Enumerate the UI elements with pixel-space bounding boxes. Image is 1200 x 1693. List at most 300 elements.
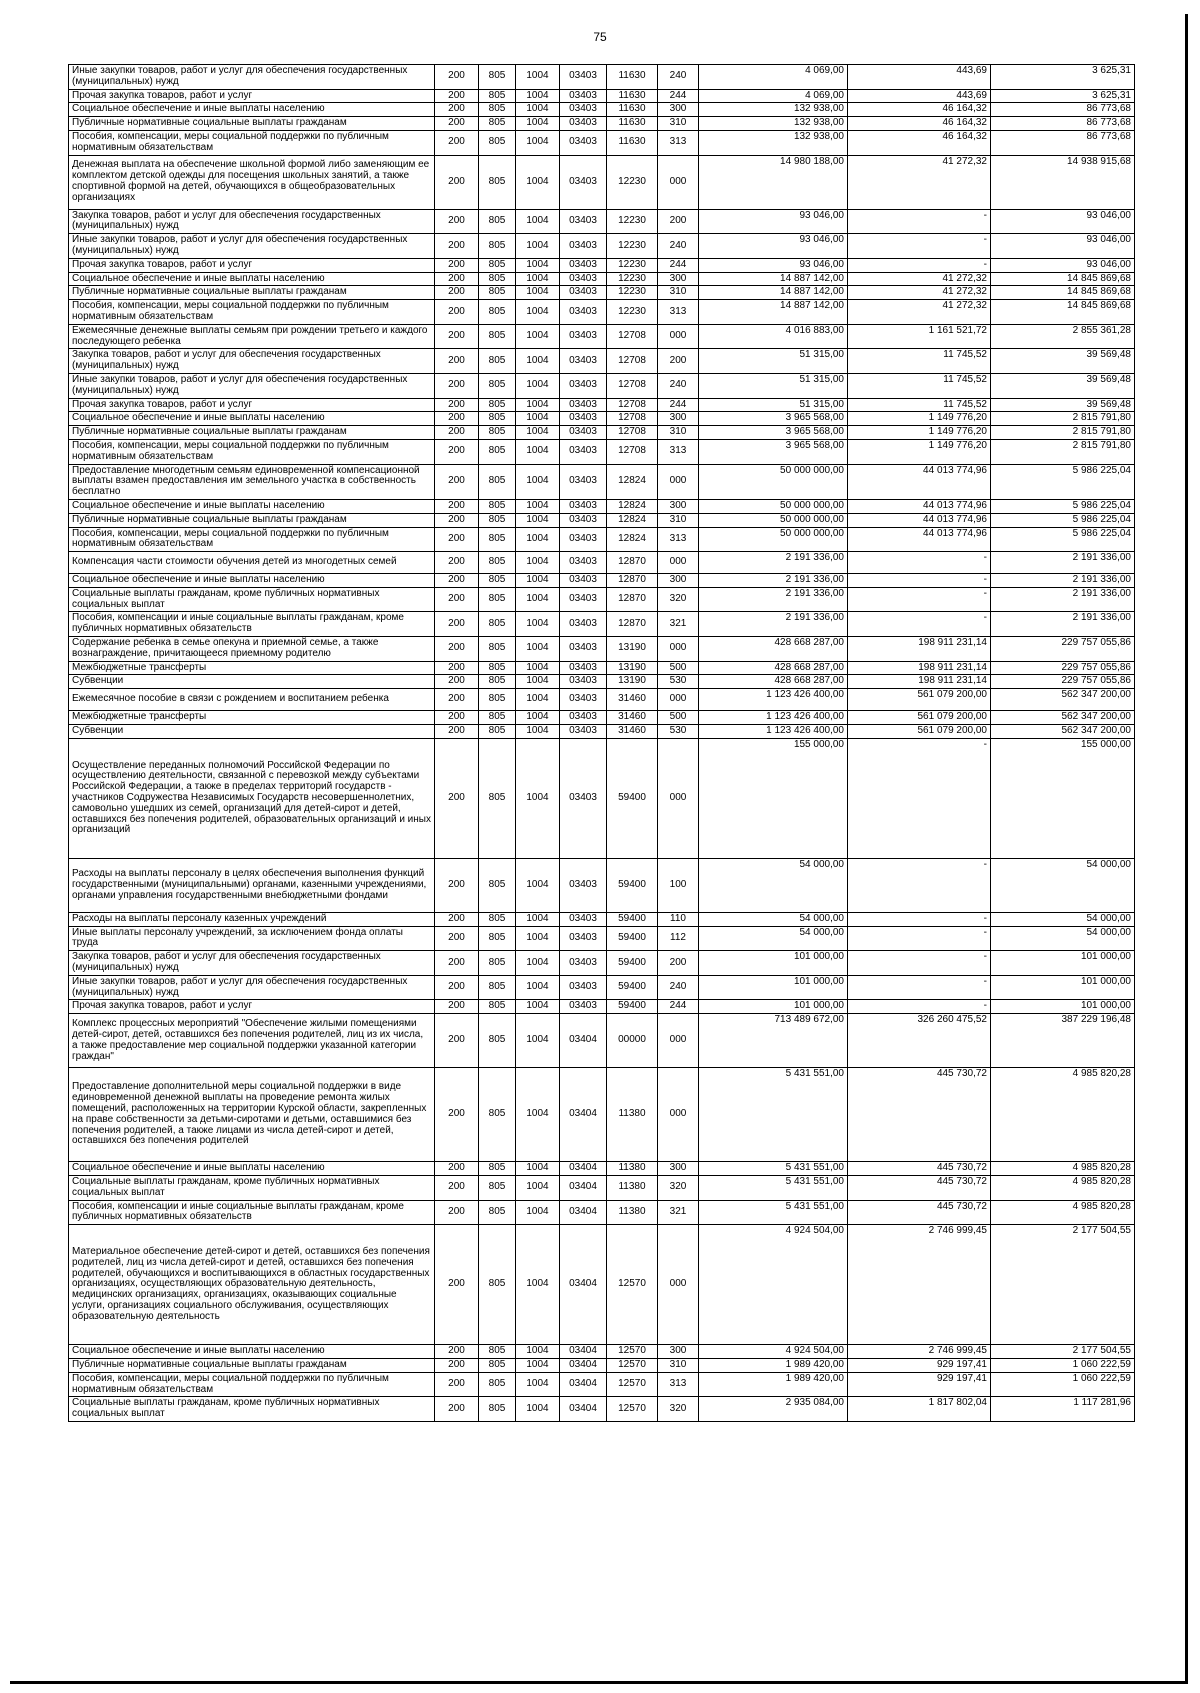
row-main-manager: 200 bbox=[435, 1345, 479, 1359]
row-direction: 11630 bbox=[607, 65, 658, 90]
row-main-manager: 200 bbox=[435, 324, 479, 349]
row-main-manager: 200 bbox=[435, 527, 479, 552]
row-program: 03404 bbox=[560, 1345, 607, 1359]
row-executed-amount: 44 013 774,96 bbox=[848, 513, 991, 527]
row-remaining-amount: 5 986 225,04 bbox=[991, 499, 1135, 513]
row-expense-type: 321 bbox=[658, 1200, 699, 1225]
row-subsection: 1004 bbox=[516, 711, 560, 725]
row-expense-type: 200 bbox=[658, 951, 699, 976]
row-subsection: 1004 bbox=[516, 689, 560, 711]
row-subsection: 1004 bbox=[516, 398, 560, 412]
row-executed-amount: 561 079 200,00 bbox=[848, 689, 991, 711]
row-expense-type: 300 bbox=[658, 574, 699, 588]
row-approved-amount: 4 924 504,00 bbox=[699, 1345, 848, 1359]
row-direction: 12708 bbox=[607, 398, 658, 412]
row-main-manager: 200 bbox=[435, 373, 479, 398]
row-name: Расходы на выплаты персоналу казенных учреждений bbox=[69, 912, 435, 926]
row-program: 03403 bbox=[560, 637, 607, 662]
row-section: 805 bbox=[479, 300, 516, 325]
row-program: 03403 bbox=[560, 975, 607, 1000]
row-main-manager: 200 bbox=[435, 926, 479, 951]
row-name: Иные закупки товаров, работ и услуг для обеспечения государственных (муниципальных) нужд bbox=[69, 65, 435, 90]
row-subsection: 1004 bbox=[516, 209, 560, 234]
row-subsection: 1004 bbox=[516, 1225, 560, 1345]
row-name: Ежемесячные денежные выплаты семьям при рождении третьего и каждого последующего ребенка bbox=[69, 324, 435, 349]
row-remaining-amount: 2 855 361,28 bbox=[991, 324, 1135, 349]
row-direction: 12570 bbox=[607, 1372, 658, 1397]
row-direction: 12230 bbox=[607, 234, 658, 259]
row-direction: 12570 bbox=[607, 1345, 658, 1359]
row-executed-amount: 561 079 200,00 bbox=[848, 711, 991, 725]
row-expense-type: 321 bbox=[658, 612, 699, 637]
row-section: 805 bbox=[479, 1345, 516, 1359]
row-expense-type: 300 bbox=[658, 103, 699, 117]
page-number: 75 bbox=[593, 30, 607, 44]
row-direction: 12824 bbox=[607, 513, 658, 527]
row-remaining-amount: 229 757 055,86 bbox=[991, 661, 1135, 675]
row-name: Комплекс процессных мероприятий "Обеспечение жилыми помещениями детей-сирот, детей, оставшихся без попечения родителей, лиц из их числа, а также предоставление мер социальной поддержки указанной категории граждан" bbox=[69, 1014, 435, 1068]
row-remaining-amount: 101 000,00 bbox=[991, 1000, 1135, 1014]
table-row bbox=[69, 574, 1135, 588]
budget-table bbox=[68, 64, 1135, 1422]
row-direction: 59400 bbox=[607, 975, 658, 1000]
row-subsection: 1004 bbox=[516, 412, 560, 426]
row-name: Иные закупки товаров, работ и услуг для обеспечения государственных (муниципальных) нужд bbox=[69, 234, 435, 259]
row-expense-type: 310 bbox=[658, 426, 699, 440]
row-program: 03403 bbox=[560, 234, 607, 259]
row-executed-amount: 2 746 999,45 bbox=[848, 1225, 991, 1345]
row-name: Прочая закупка товаров, работ и услуг bbox=[69, 258, 435, 272]
row-main-manager: 200 bbox=[435, 412, 479, 426]
row-direction: 11380 bbox=[607, 1068, 658, 1162]
table-row bbox=[69, 439, 1135, 464]
row-subsection: 1004 bbox=[516, 155, 560, 209]
row-name: Социальные выплаты гражданам, кроме публичных нормативных социальных выплат bbox=[69, 1397, 435, 1422]
row-executed-amount: - bbox=[848, 234, 991, 259]
row-remaining-amount: 1 117 281,96 bbox=[991, 1397, 1135, 1422]
row-name: Материальное обеспечение детей-сирот и детей, оставшихся без попечения родителей, лиц из числа детей-сирот и детей, оставшихся без попечения родителей, обучающихся и воспитывающихся в областных государственных организациях, осуществляющих образовательную деятельность, медицинских организациях, организациях, оказывающих социальные услуги, организациях социального обслуживания, осуществляющих образовательную деятельность bbox=[69, 1225, 435, 1345]
row-section: 805 bbox=[479, 1200, 516, 1225]
row-subsection: 1004 bbox=[516, 349, 560, 374]
row-program: 03403 bbox=[560, 324, 607, 349]
row-main-manager: 200 bbox=[435, 661, 479, 675]
row-remaining-amount: 54 000,00 bbox=[991, 926, 1135, 951]
row-direction: 59400 bbox=[607, 738, 658, 858]
row-name: Содержание ребенка в семье опекуна и приемной семье, а также вознаграждение, причитающееся приемному родителю bbox=[69, 637, 435, 662]
row-expense-type: 300 bbox=[658, 272, 699, 286]
row-name: Социальное обеспечение и иные выплаты населению bbox=[69, 1345, 435, 1359]
row-executed-amount: - bbox=[848, 574, 991, 588]
row-program: 03403 bbox=[560, 499, 607, 513]
row-executed-amount: 44 013 774,96 bbox=[848, 499, 991, 513]
row-section: 805 bbox=[479, 689, 516, 711]
row-main-manager: 200 bbox=[435, 117, 479, 131]
row-expense-type: 300 bbox=[658, 412, 699, 426]
table-row bbox=[69, 349, 1135, 374]
row-executed-amount: 445 730,72 bbox=[848, 1068, 991, 1162]
row-section: 805 bbox=[479, 637, 516, 662]
row-remaining-amount: 14 845 869,68 bbox=[991, 286, 1135, 300]
row-remaining-amount: 229 757 055,86 bbox=[991, 675, 1135, 689]
row-executed-amount: 1 161 521,72 bbox=[848, 324, 991, 349]
table-row bbox=[69, 1176, 1135, 1201]
row-program: 03404 bbox=[560, 1014, 607, 1068]
row-section: 805 bbox=[479, 258, 516, 272]
table-row bbox=[69, 527, 1135, 552]
row-program: 03403 bbox=[560, 513, 607, 527]
row-expense-type: 000 bbox=[658, 155, 699, 209]
row-remaining-amount: 2 177 504,55 bbox=[991, 1345, 1135, 1359]
row-name: Пособия, компенсации, меры социальной поддержки по публичным нормативным обязательствам bbox=[69, 439, 435, 464]
row-main-manager: 200 bbox=[435, 272, 479, 286]
row-name: Пособия, компенсации, меры социальной поддержки по публичным нормативным обязательствам bbox=[69, 527, 435, 552]
row-executed-amount: 46 164,32 bbox=[848, 117, 991, 131]
row-expense-type: 310 bbox=[658, 286, 699, 300]
row-executed-amount: 443,69 bbox=[848, 89, 991, 103]
row-executed-amount: 445 730,72 bbox=[848, 1200, 991, 1225]
row-subsection: 1004 bbox=[516, 951, 560, 976]
row-program: 03403 bbox=[560, 258, 607, 272]
row-program: 03403 bbox=[560, 286, 607, 300]
row-subsection: 1004 bbox=[516, 858, 560, 912]
row-expense-type: 530 bbox=[658, 725, 699, 739]
row-expense-type: 310 bbox=[658, 513, 699, 527]
row-expense-type: 313 bbox=[658, 527, 699, 552]
row-direction: 12708 bbox=[607, 324, 658, 349]
row-section: 805 bbox=[479, 738, 516, 858]
row-main-manager: 200 bbox=[435, 587, 479, 612]
table-row bbox=[69, 300, 1135, 325]
row-subsection: 1004 bbox=[516, 272, 560, 286]
row-expense-type: 313 bbox=[658, 300, 699, 325]
row-main-manager: 200 bbox=[435, 725, 479, 739]
row-program: 03403 bbox=[560, 689, 607, 711]
row-subsection: 1004 bbox=[516, 612, 560, 637]
row-remaining-amount: 54 000,00 bbox=[991, 912, 1135, 926]
row-direction: 12870 bbox=[607, 612, 658, 637]
row-approved-amount: 101 000,00 bbox=[699, 975, 848, 1000]
row-main-manager: 200 bbox=[435, 975, 479, 1000]
row-main-manager: 200 bbox=[435, 711, 479, 725]
row-name: Межбюджетные трансферты bbox=[69, 661, 435, 675]
row-approved-amount: 2 935 084,00 bbox=[699, 1397, 848, 1422]
row-program: 03403 bbox=[560, 738, 607, 858]
row-executed-amount: - bbox=[848, 612, 991, 637]
table-row bbox=[69, 1068, 1135, 1162]
table-row bbox=[69, 373, 1135, 398]
row-name: Прочая закупка товаров, работ и услуг bbox=[69, 89, 435, 103]
row-main-manager: 200 bbox=[435, 1359, 479, 1373]
row-main-manager: 200 bbox=[435, 858, 479, 912]
row-remaining-amount: 5 986 225,04 bbox=[991, 464, 1135, 499]
row-expense-type: 244 bbox=[658, 89, 699, 103]
row-subsection: 1004 bbox=[516, 1176, 560, 1201]
row-name: Публичные нормативные социальные выплаты гражданам bbox=[69, 286, 435, 300]
row-expense-type: 000 bbox=[658, 464, 699, 499]
row-approved-amount: 132 938,00 bbox=[699, 103, 848, 117]
row-remaining-amount: 14 938 915,68 bbox=[991, 155, 1135, 209]
row-remaining-amount: 562 347 200,00 bbox=[991, 725, 1135, 739]
row-direction: 12708 bbox=[607, 426, 658, 440]
row-subsection: 1004 bbox=[516, 725, 560, 739]
row-executed-amount: - bbox=[848, 951, 991, 976]
row-program: 03404 bbox=[560, 1397, 607, 1422]
row-section: 805 bbox=[479, 675, 516, 689]
row-executed-amount: 1 149 776,20 bbox=[848, 412, 991, 426]
row-name: Предоставление дополнительной меры социальной поддержки в виде единовременной денежной выплаты на проведение ремонта жилых помещений, расположенных на территории Курской области, закрепленных на праве собственности за детьми-сиротами и детьми, оставшимися без попечения родителей, а также лицами из числа детей-сирот и детей, оставшихся без попечения родителей bbox=[69, 1068, 435, 1162]
row-executed-amount: 929 197,41 bbox=[848, 1372, 991, 1397]
row-executed-amount: 198 911 231,14 bbox=[848, 637, 991, 662]
row-direction: 11380 bbox=[607, 1162, 658, 1176]
row-executed-amount: - bbox=[848, 912, 991, 926]
row-name: Социальное обеспечение и иные выплаты населению bbox=[69, 412, 435, 426]
table-row bbox=[69, 1359, 1135, 1373]
table-row bbox=[69, 324, 1135, 349]
table-row bbox=[69, 725, 1135, 739]
row-approved-amount: 14 887 142,00 bbox=[699, 272, 848, 286]
row-remaining-amount: 229 757 055,86 bbox=[991, 637, 1135, 662]
row-direction: 31460 bbox=[607, 711, 658, 725]
row-subsection: 1004 bbox=[516, 1162, 560, 1176]
row-remaining-amount: 39 569,48 bbox=[991, 398, 1135, 412]
row-expense-type: 000 bbox=[658, 1068, 699, 1162]
row-main-manager: 200 bbox=[435, 912, 479, 926]
table-row bbox=[69, 858, 1135, 912]
row-subsection: 1004 bbox=[516, 258, 560, 272]
row-expense-type: 200 bbox=[658, 349, 699, 374]
row-subsection: 1004 bbox=[516, 439, 560, 464]
row-section: 805 bbox=[479, 1068, 516, 1162]
row-executed-amount: 1 817 802,04 bbox=[848, 1397, 991, 1422]
table-row bbox=[69, 130, 1135, 155]
row-subsection: 1004 bbox=[516, 912, 560, 926]
row-direction: 12870 bbox=[607, 552, 658, 574]
row-remaining-amount: 86 773,68 bbox=[991, 130, 1135, 155]
row-remaining-amount: 86 773,68 bbox=[991, 117, 1135, 131]
row-approved-amount: 5 431 551,00 bbox=[699, 1162, 848, 1176]
row-section: 805 bbox=[479, 951, 516, 976]
row-section: 805 bbox=[479, 234, 516, 259]
table-row bbox=[69, 975, 1135, 1000]
row-subsection: 1004 bbox=[516, 661, 560, 675]
row-remaining-amount: 4 985 820,28 bbox=[991, 1200, 1135, 1225]
table-row bbox=[69, 89, 1135, 103]
budget-table-body bbox=[69, 65, 1135, 1422]
row-approved-amount: 54 000,00 bbox=[699, 926, 848, 951]
table-row bbox=[69, 117, 1135, 131]
row-expense-type: 310 bbox=[658, 1359, 699, 1373]
row-executed-amount: 41 272,32 bbox=[848, 272, 991, 286]
row-subsection: 1004 bbox=[516, 373, 560, 398]
row-section: 805 bbox=[479, 398, 516, 412]
row-direction: 12824 bbox=[607, 464, 658, 499]
row-expense-type: 530 bbox=[658, 675, 699, 689]
row-approved-amount: 50 000 000,00 bbox=[699, 464, 848, 499]
row-section: 805 bbox=[479, 89, 516, 103]
row-name: Иные выплаты персоналу учреждений, за исключением фонда оплаты труда bbox=[69, 926, 435, 951]
row-subsection: 1004 bbox=[516, 103, 560, 117]
row-main-manager: 200 bbox=[435, 499, 479, 513]
row-expense-type: 320 bbox=[658, 587, 699, 612]
row-remaining-amount: 2 815 791,80 bbox=[991, 426, 1135, 440]
row-executed-amount: 445 730,72 bbox=[848, 1176, 991, 1201]
row-expense-type: 313 bbox=[658, 130, 699, 155]
row-program: 03403 bbox=[560, 398, 607, 412]
row-direction: 11630 bbox=[607, 130, 658, 155]
row-section: 805 bbox=[479, 286, 516, 300]
table-row bbox=[69, 1225, 1135, 1345]
row-executed-amount: 44 013 774,96 bbox=[848, 527, 991, 552]
row-section: 805 bbox=[479, 1162, 516, 1176]
row-name: Социальное обеспечение и иные выплаты населению bbox=[69, 272, 435, 286]
row-approved-amount: 155 000,00 bbox=[699, 738, 848, 858]
row-program: 03404 bbox=[560, 1225, 607, 1345]
row-remaining-amount: 562 347 200,00 bbox=[991, 711, 1135, 725]
row-remaining-amount: 5 986 225,04 bbox=[991, 513, 1135, 527]
table-row bbox=[69, 587, 1135, 612]
row-subsection: 1004 bbox=[516, 89, 560, 103]
row-remaining-amount: 93 046,00 bbox=[991, 234, 1135, 259]
row-direction: 13190 bbox=[607, 661, 658, 675]
row-program: 03403 bbox=[560, 661, 607, 675]
row-approved-amount: 4 069,00 bbox=[699, 65, 848, 90]
row-direction: 59400 bbox=[607, 1000, 658, 1014]
row-section: 805 bbox=[479, 926, 516, 951]
row-remaining-amount: 86 773,68 bbox=[991, 103, 1135, 117]
row-section: 805 bbox=[479, 65, 516, 90]
row-direction: 12230 bbox=[607, 258, 658, 272]
row-expense-type: 100 bbox=[658, 858, 699, 912]
row-name: Компенсация части стоимости обучения детей из многодетных семей bbox=[69, 552, 435, 574]
row-name: Пособия, компенсации, меры социальной поддержки по публичным нормативным обязательствам bbox=[69, 300, 435, 325]
row-subsection: 1004 bbox=[516, 1359, 560, 1373]
row-direction: 12230 bbox=[607, 209, 658, 234]
row-name: Публичные нормативные социальные выплаты гражданам bbox=[69, 1359, 435, 1373]
row-program: 03403 bbox=[560, 349, 607, 374]
row-remaining-amount: 54 000,00 bbox=[991, 858, 1135, 912]
row-executed-amount: 46 164,32 bbox=[848, 130, 991, 155]
table-row bbox=[69, 689, 1135, 711]
table-row bbox=[69, 637, 1135, 662]
row-main-manager: 200 bbox=[435, 426, 479, 440]
row-approved-amount: 54 000,00 bbox=[699, 858, 848, 912]
row-program: 03403 bbox=[560, 117, 607, 131]
row-remaining-amount: 39 569,48 bbox=[991, 373, 1135, 398]
row-section: 805 bbox=[479, 499, 516, 513]
row-direction: 12708 bbox=[607, 439, 658, 464]
row-direction: 12230 bbox=[607, 300, 658, 325]
row-main-manager: 200 bbox=[435, 612, 479, 637]
row-section: 805 bbox=[479, 975, 516, 1000]
row-main-manager: 200 bbox=[435, 574, 479, 588]
row-expense-type: 200 bbox=[658, 209, 699, 234]
row-section: 805 bbox=[479, 272, 516, 286]
row-main-manager: 200 bbox=[435, 65, 479, 90]
row-remaining-amount: 101 000,00 bbox=[991, 975, 1135, 1000]
row-program: 03403 bbox=[560, 209, 607, 234]
row-name: Ежемесячное пособие в связи с рождением и воспитанием ребенка bbox=[69, 689, 435, 711]
row-program: 03403 bbox=[560, 675, 607, 689]
row-name: Предоставление многодетным семьям единовременной компенсационной выплаты взамен предоставления им земельного участка в собственность бесплатно bbox=[69, 464, 435, 499]
row-section: 805 bbox=[479, 711, 516, 725]
table-row bbox=[69, 661, 1135, 675]
row-executed-amount: - bbox=[848, 587, 991, 612]
row-program: 03403 bbox=[560, 439, 607, 464]
row-executed-amount: 929 197,41 bbox=[848, 1359, 991, 1373]
row-section: 805 bbox=[479, 439, 516, 464]
table-row bbox=[69, 272, 1135, 286]
table-row bbox=[69, 426, 1135, 440]
table-row bbox=[69, 1200, 1135, 1225]
row-expense-type: 000 bbox=[658, 1225, 699, 1345]
table-row bbox=[69, 65, 1135, 90]
table-row bbox=[69, 951, 1135, 976]
row-expense-type: 320 bbox=[658, 1176, 699, 1201]
row-approved-amount: 1 123 426 400,00 bbox=[699, 725, 848, 739]
row-main-manager: 200 bbox=[435, 1372, 479, 1397]
row-program: 03403 bbox=[560, 574, 607, 588]
row-program: 03403 bbox=[560, 912, 607, 926]
row-expense-type: 300 bbox=[658, 499, 699, 513]
row-section: 805 bbox=[479, 552, 516, 574]
row-remaining-amount: 4 985 820,28 bbox=[991, 1068, 1135, 1162]
row-section: 805 bbox=[479, 1014, 516, 1068]
table-row bbox=[69, 234, 1135, 259]
row-direction: 11630 bbox=[607, 103, 658, 117]
row-program: 03403 bbox=[560, 272, 607, 286]
row-expense-type: 244 bbox=[658, 258, 699, 272]
row-name: Публичные нормативные социальные выплаты гражданам bbox=[69, 117, 435, 131]
row-subsection: 1004 bbox=[516, 234, 560, 259]
row-subsection: 1004 bbox=[516, 574, 560, 588]
row-expense-type: 244 bbox=[658, 1000, 699, 1014]
row-subsection: 1004 bbox=[516, 300, 560, 325]
row-name: Субвенции bbox=[69, 675, 435, 689]
row-executed-amount: - bbox=[848, 552, 991, 574]
row-section: 805 bbox=[479, 1176, 516, 1201]
row-executed-amount: - bbox=[848, 738, 991, 858]
row-section: 805 bbox=[479, 349, 516, 374]
row-main-manager: 200 bbox=[435, 1225, 479, 1345]
row-approved-amount: 2 191 336,00 bbox=[699, 552, 848, 574]
row-section: 805 bbox=[479, 858, 516, 912]
row-subsection: 1004 bbox=[516, 975, 560, 1000]
row-subsection: 1004 bbox=[516, 1200, 560, 1225]
row-section: 805 bbox=[479, 412, 516, 426]
row-program: 03403 bbox=[560, 103, 607, 117]
row-expense-type: 320 bbox=[658, 1397, 699, 1422]
row-direction: 59400 bbox=[607, 951, 658, 976]
row-program: 03403 bbox=[560, 464, 607, 499]
row-expense-type: 500 bbox=[658, 711, 699, 725]
row-name: Социальное обеспечение и иные выплаты населению bbox=[69, 1162, 435, 1176]
row-executed-amount: - bbox=[848, 975, 991, 1000]
row-section: 805 bbox=[479, 1000, 516, 1014]
row-main-manager: 200 bbox=[435, 89, 479, 103]
row-approved-amount: 93 046,00 bbox=[699, 234, 848, 259]
row-name: Пособия, компенсации и иные социальные выплаты гражданам, кроме публичных нормативных обязательств bbox=[69, 612, 435, 637]
row-program: 03403 bbox=[560, 426, 607, 440]
table-row bbox=[69, 926, 1135, 951]
row-approved-amount: 1 989 420,00 bbox=[699, 1359, 848, 1373]
row-expense-type: 240 bbox=[658, 65, 699, 90]
row-main-manager: 200 bbox=[435, 1068, 479, 1162]
row-name: Социальные выплаты гражданам, кроме публичных нормативных социальных выплат bbox=[69, 1176, 435, 1201]
row-subsection: 1004 bbox=[516, 1397, 560, 1422]
row-subsection: 1004 bbox=[516, 738, 560, 858]
row-remaining-amount: 2 191 336,00 bbox=[991, 552, 1135, 574]
row-program: 03403 bbox=[560, 951, 607, 976]
